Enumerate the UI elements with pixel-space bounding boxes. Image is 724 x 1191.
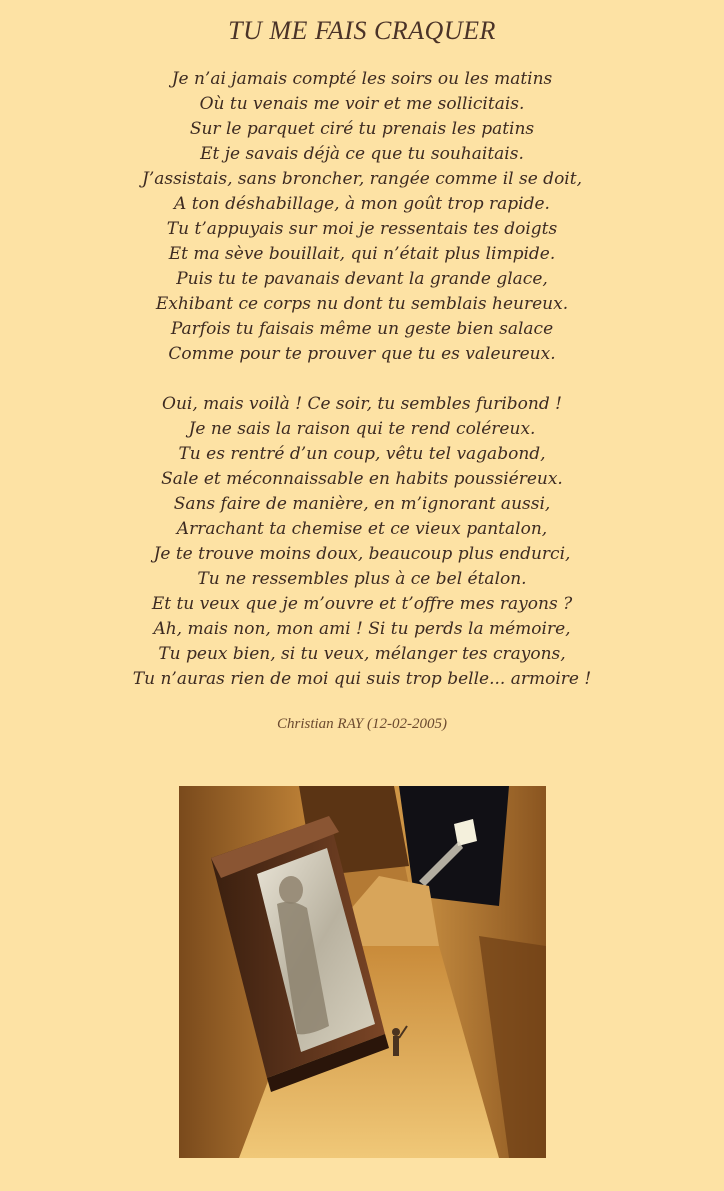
poem-body [0, 67, 724, 692]
poem-line: Oui, mais voilà ! Ce soir, tu sembles furibond ! [162, 394, 562, 414]
poem-line: Puis tu te pavanais devant la grande glace, [176, 269, 548, 289]
poem-line: Et je savais déjà ce que tu souhaitais. [200, 144, 524, 164]
poem-line: Tu es rentré d’un coup, vêtu tel vagabond, [178, 444, 546, 464]
poem-line: Où tu venais me voir et me sollicitais. [199, 94, 525, 114]
poem-line: Arrachant ta chemise et ce vieux pantalon, [176, 519, 548, 539]
poem-line: Tu peux bien, si tu veux, mélanger tes crayons, [158, 644, 566, 664]
poem-line: Et ma sève bouillait, qui n’était plus limpide. [168, 244, 556, 264]
wardrobe-painting-image [179, 786, 546, 1158]
poem-line: Sans faire de manière, en m’ignorant aussi, [173, 494, 551, 514]
poem-line: Tu ne ressembles plus à ce bel étalon. [197, 569, 527, 589]
wardrobe-illustration [179, 786, 546, 1158]
poem-line: Tu t’appuyais sur moi je ressentais tes doigts [166, 219, 558, 239]
poem-title: TU ME FAIS CRAQUER [228, 16, 496, 45]
stanza-2 [0, 392, 724, 692]
poem-line: Tu n’auras rien de moi qui suis trop belle... armoire ! [132, 669, 592, 689]
poem-line: Je te trouve moins doux, beaucoup plus endurci, [153, 544, 571, 564]
poem-line: Sur le parquet ciré tu prenais les patins [189, 119, 535, 139]
poem-line: Comme pour te prouver que tu es valeureux. [168, 344, 556, 364]
poem-line: Sale et méconnaissable en habits poussiéreux. [161, 469, 563, 489]
poem-line: A ton déshabillage, à mon goût trop rapide. [174, 194, 550, 214]
poem-line: Et tu veux que je m’ouvre et t’offre mes rayons ? [151, 594, 573, 614]
poem-line: Exhibant ce corps nu dont tu semblais heureux. [155, 294, 569, 314]
poem-line: J’assistais, sans broncher, rangée comme il se doit, [142, 169, 582, 189]
poem-line: Parfois tu faisais même un geste bien salace [170, 319, 554, 339]
poem-line: Ah, mais non, mon ami ! Si tu perds la mémoire, [153, 619, 571, 639]
poem-signature: Christian RAY (12-02-2005) [276, 716, 447, 732]
poem-line: Je ne sais la raison qui te rend coléreux. [188, 419, 536, 439]
stanza-1 [0, 67, 724, 367]
poem-line: Je n’ai jamais compté les soirs ou les matins [171, 69, 553, 89]
